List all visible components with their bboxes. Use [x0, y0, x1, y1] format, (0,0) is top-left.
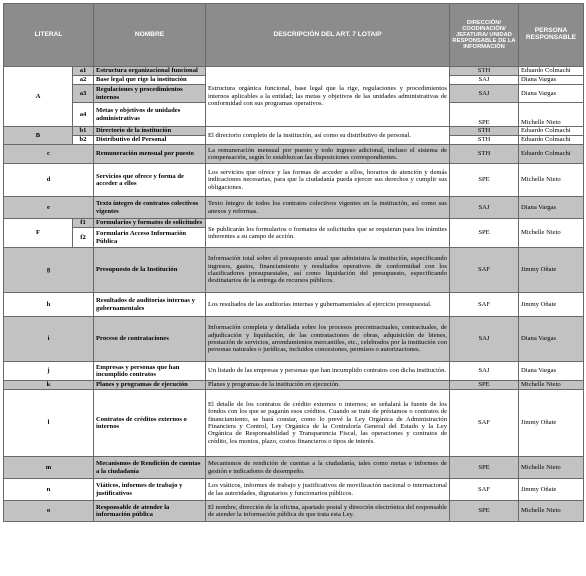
- unit-code: SAJ: [450, 317, 519, 362]
- person-name: Diana Vargas: [519, 197, 584, 219]
- header-persona-responsable: PERSONA RESPONSABLE: [519, 4, 584, 67]
- sub-literal: a2: [73, 76, 94, 85]
- table-row-i: [4, 317, 584, 362]
- table-row-m: [4, 457, 584, 479]
- description: Los servicios que ofrece y las formas de acceder a ellos, horarios de atención y demás indicaciones necesarias, para que la ciudadanía pueda ejercer sus derechos y cumplir sus obligaciones.: [206, 164, 450, 197]
- unit-code: SPE: [450, 457, 519, 479]
- item-name: Empresas y personas que han incumplido contratos: [94, 362, 206, 381]
- unit-code: STH: [450, 67, 519, 76]
- sub-literal: a3: [73, 85, 94, 103]
- item-name: Formulario Acceso Información Pública: [94, 228, 206, 248]
- description-f: Se publicarán los formularios o formatos de solicitudes que se requieran para los trámites inherentes a su campo de acción.: [206, 219, 450, 248]
- literal-d: d: [4, 164, 94, 197]
- unit-code: SAJ: [450, 85, 519, 103]
- table-row-b1: [4, 127, 584, 136]
- unit-code: SPE: [450, 501, 519, 522]
- table-row-h: [4, 293, 584, 317]
- unit-code: SPE: [450, 219, 519, 248]
- literal-f: F: [4, 219, 73, 248]
- person-name: Michelle Nieto: [519, 501, 584, 522]
- description: El detalle de los contratos de crédito externos o internos; se señalará la fuente de los fondos con los que se pagarán esos créditos. Cuando se trate de préstamos o contratos de financiamiento, se hará constar, como lo prevé la Ley Orgánica de Administración Financiera y Control, Ley Orgánica de la Contraloría General del Estado y la Ley Orgánica de Responsabilidad y Transparencia Fiscal, las operaciones y contratos de crédito, los montos, plazo, costos financieros o tipos de interés.: [206, 390, 450, 457]
- table-row-k: [4, 381, 584, 390]
- header-descripcion: DESCRIPCIÓN DEL ART. 7 LOTAIP: [206, 4, 450, 67]
- person-name: Eduardo Colmachi: [519, 145, 584, 164]
- item-name: Proceso de contrataciones: [94, 317, 206, 362]
- item-name: Directorio de la institución: [94, 127, 206, 136]
- item-name: Metas y objetivos de unidades administrativas: [94, 103, 206, 127]
- unit-code: SAJ: [450, 76, 519, 85]
- sub-literal: a4: [73, 103, 94, 127]
- item-name: Formularios y formatos de solicitudes: [94, 219, 206, 228]
- literal-a: A: [4, 67, 73, 127]
- unit-code: SAF: [450, 293, 519, 317]
- literal-h: h: [4, 293, 94, 317]
- description: Un listado de las empresas y personas que han incumplido contratos con dicha institución.: [206, 362, 450, 381]
- unit-code: SAF: [450, 248, 519, 293]
- sub-literal: f1: [73, 219, 94, 228]
- literal-o: o: [4, 501, 94, 522]
- item-name: Responsable de atender la información pública: [94, 501, 206, 522]
- table-row-f1: [4, 219, 584, 228]
- table-row-g: [4, 248, 584, 293]
- item-name: Texto íntegro de contratos colectivos vigentes: [94, 197, 206, 219]
- description: Texto íntegro de todos los contratos colectivos vigentes en la institución, así como sus anexos y reformas.: [206, 197, 450, 219]
- item-name: Resultados de auditorías internas y gubernamentales: [94, 293, 206, 317]
- person-name: Eduardo Colmachi: [519, 67, 584, 76]
- unit-code: SAF: [450, 479, 519, 501]
- person-name: Michelle Nieto: [519, 381, 584, 390]
- description: Los resultados de las auditorías internas y gubernamentales al ejercicio presupuestal.: [206, 293, 450, 317]
- person-name: Michelle Nieto: [519, 457, 584, 479]
- description: Mecanismos de rendición de cuentas a la ciudadanía, tales como metas e informes de gestión e indicadores de desempeño.: [206, 457, 450, 479]
- unit-code: SAJ: [450, 197, 519, 219]
- item-name: Presupuesto de la Institución: [94, 248, 206, 293]
- lotaip-table: [3, 3, 584, 522]
- item-name: Servicios que ofrece y forma de acceder a ellos: [94, 164, 206, 197]
- table-row-o: [4, 501, 584, 522]
- unit-code: SPE: [450, 164, 519, 197]
- table-row-d: [4, 164, 584, 197]
- person-name: Michelle Nieto: [519, 164, 584, 197]
- header-row: [4, 4, 584, 67]
- unit-code: SPE: [450, 103, 519, 127]
- person-name: Jimmy Oñate: [519, 248, 584, 293]
- person-name: Diana Vargas: [519, 362, 584, 381]
- table-row-c: [4, 145, 584, 164]
- unit-code: STH: [450, 136, 519, 145]
- literal-k: k: [4, 381, 94, 390]
- unit-code: SAJ: [450, 362, 519, 381]
- literal-l: l: [4, 390, 94, 457]
- literal-g: g: [4, 248, 94, 293]
- literal-j: j: [4, 362, 94, 381]
- person-name: Jimmy Oñate: [519, 479, 584, 501]
- description-b: El directorio completo de la institución, así como su distributivo de personal.: [206, 127, 450, 145]
- sub-literal: a1: [73, 67, 94, 76]
- item-name: Viáticos, informes de trabajo y justificativos: [94, 479, 206, 501]
- table-row-e: [4, 197, 584, 219]
- description: Planes y programas de la institución en ejecución.: [206, 381, 450, 390]
- description: Los viáticos, informes de trabajo y justificativos de movilización nacional o internacional de las autoridades, dignatarios y funcionarios públicos.: [206, 479, 450, 501]
- literal-b: B: [4, 127, 73, 145]
- header-unidad-responsable: DIRECCIÓN/ COODINACIÓN/ JEFATURA/ UNIDAD RESPONSABLE DE LA INFORMACIÓN: [450, 4, 519, 67]
- person-name: Jimmy Oñate: [519, 390, 584, 457]
- item-name: Contratos de créditos externos o internos: [94, 390, 206, 457]
- person-name: Diana Vargas: [519, 76, 584, 85]
- unit-code: SPE: [450, 381, 519, 390]
- literal-i: i: [4, 317, 94, 362]
- unit-code: SAF: [450, 390, 519, 457]
- item-name: Remuneración mensual por puesto: [94, 145, 206, 164]
- item-name: Regulaciones y procedimientos internos: [94, 85, 206, 103]
- header-nombre: NOMBRE: [94, 4, 206, 67]
- person-name: Michelle Nieto: [519, 103, 584, 127]
- item-name: Distributivo del Personal: [94, 136, 206, 145]
- description: La remuneración mensual por puesto y todo ingreso adicional, incluso el sistema de compensación, según lo establezcan las disposiciones correspondientes.: [206, 145, 450, 164]
- item-name: Base legal que rige la institución: [94, 76, 206, 85]
- literal-c: c: [4, 145, 94, 164]
- sub-literal: b2: [73, 136, 94, 145]
- unit-code: STH: [450, 145, 519, 164]
- table-row-a1: [4, 67, 584, 76]
- description: Información total sobre el presupuesto anual que administra la institución, especificando ingresos, gastos, financiamiento y resultados operativos de conformidad con los clasificadores presupuestales, así como liquidación del presupuesto, especificando destinatarios de la entrega de recursos públicos.: [206, 248, 450, 293]
- literal-m: m: [4, 457, 94, 479]
- literal-n: n: [4, 479, 94, 501]
- description-a: Estructura orgánica funcional, base legal que la rige, regulaciones y procedimientos internos aplicables a la entidad; las metas y objetivos de las unidades administrativas de conformidad con sus programas operativos.: [206, 67, 450, 127]
- table-row-n: [4, 479, 584, 501]
- description: Información completa y detallada sobre los procesos precontractuales, contractuales, de adjudicación y liquidación, de las contrataciones de obras, adquisición de bienes, prestación de servicios, arrendamientos mercantiles, etc., celebrados por la institución con personas naturales o jurídicas, incluidos concesiones, permisos o autorizaciones.: [206, 317, 450, 362]
- person-name: Diana Vargas: [519, 317, 584, 362]
- description: El nombre, dirección de la oficina, apartado postal y dirección electrónica del responsable de atender la información pública de que trata esta Ley.: [206, 501, 450, 522]
- person-name: Diana Vargas: [519, 85, 584, 103]
- person-name: Jimmy Oñate: [519, 293, 584, 317]
- person-name: Michelle Nieto: [519, 219, 584, 248]
- table-row-l: [4, 390, 584, 457]
- unit-code: STH: [450, 127, 519, 136]
- literal-e: e: [4, 197, 94, 219]
- header-literal: LITERAL: [4, 4, 94, 67]
- table-row-j: [4, 362, 584, 381]
- person-name: Eduardo Colmachi: [519, 136, 584, 145]
- item-name: Mecanismos de Rendición de cuentas a la ciudadanía: [94, 457, 206, 479]
- item-name: Planes y programas de ejecución: [94, 381, 206, 390]
- sub-literal: b1: [73, 127, 94, 136]
- person-name: Eduardo Colmachi: [519, 127, 584, 136]
- sub-literal: f2: [73, 228, 94, 248]
- item-name: Estructura organizacional funcional: [94, 67, 206, 76]
